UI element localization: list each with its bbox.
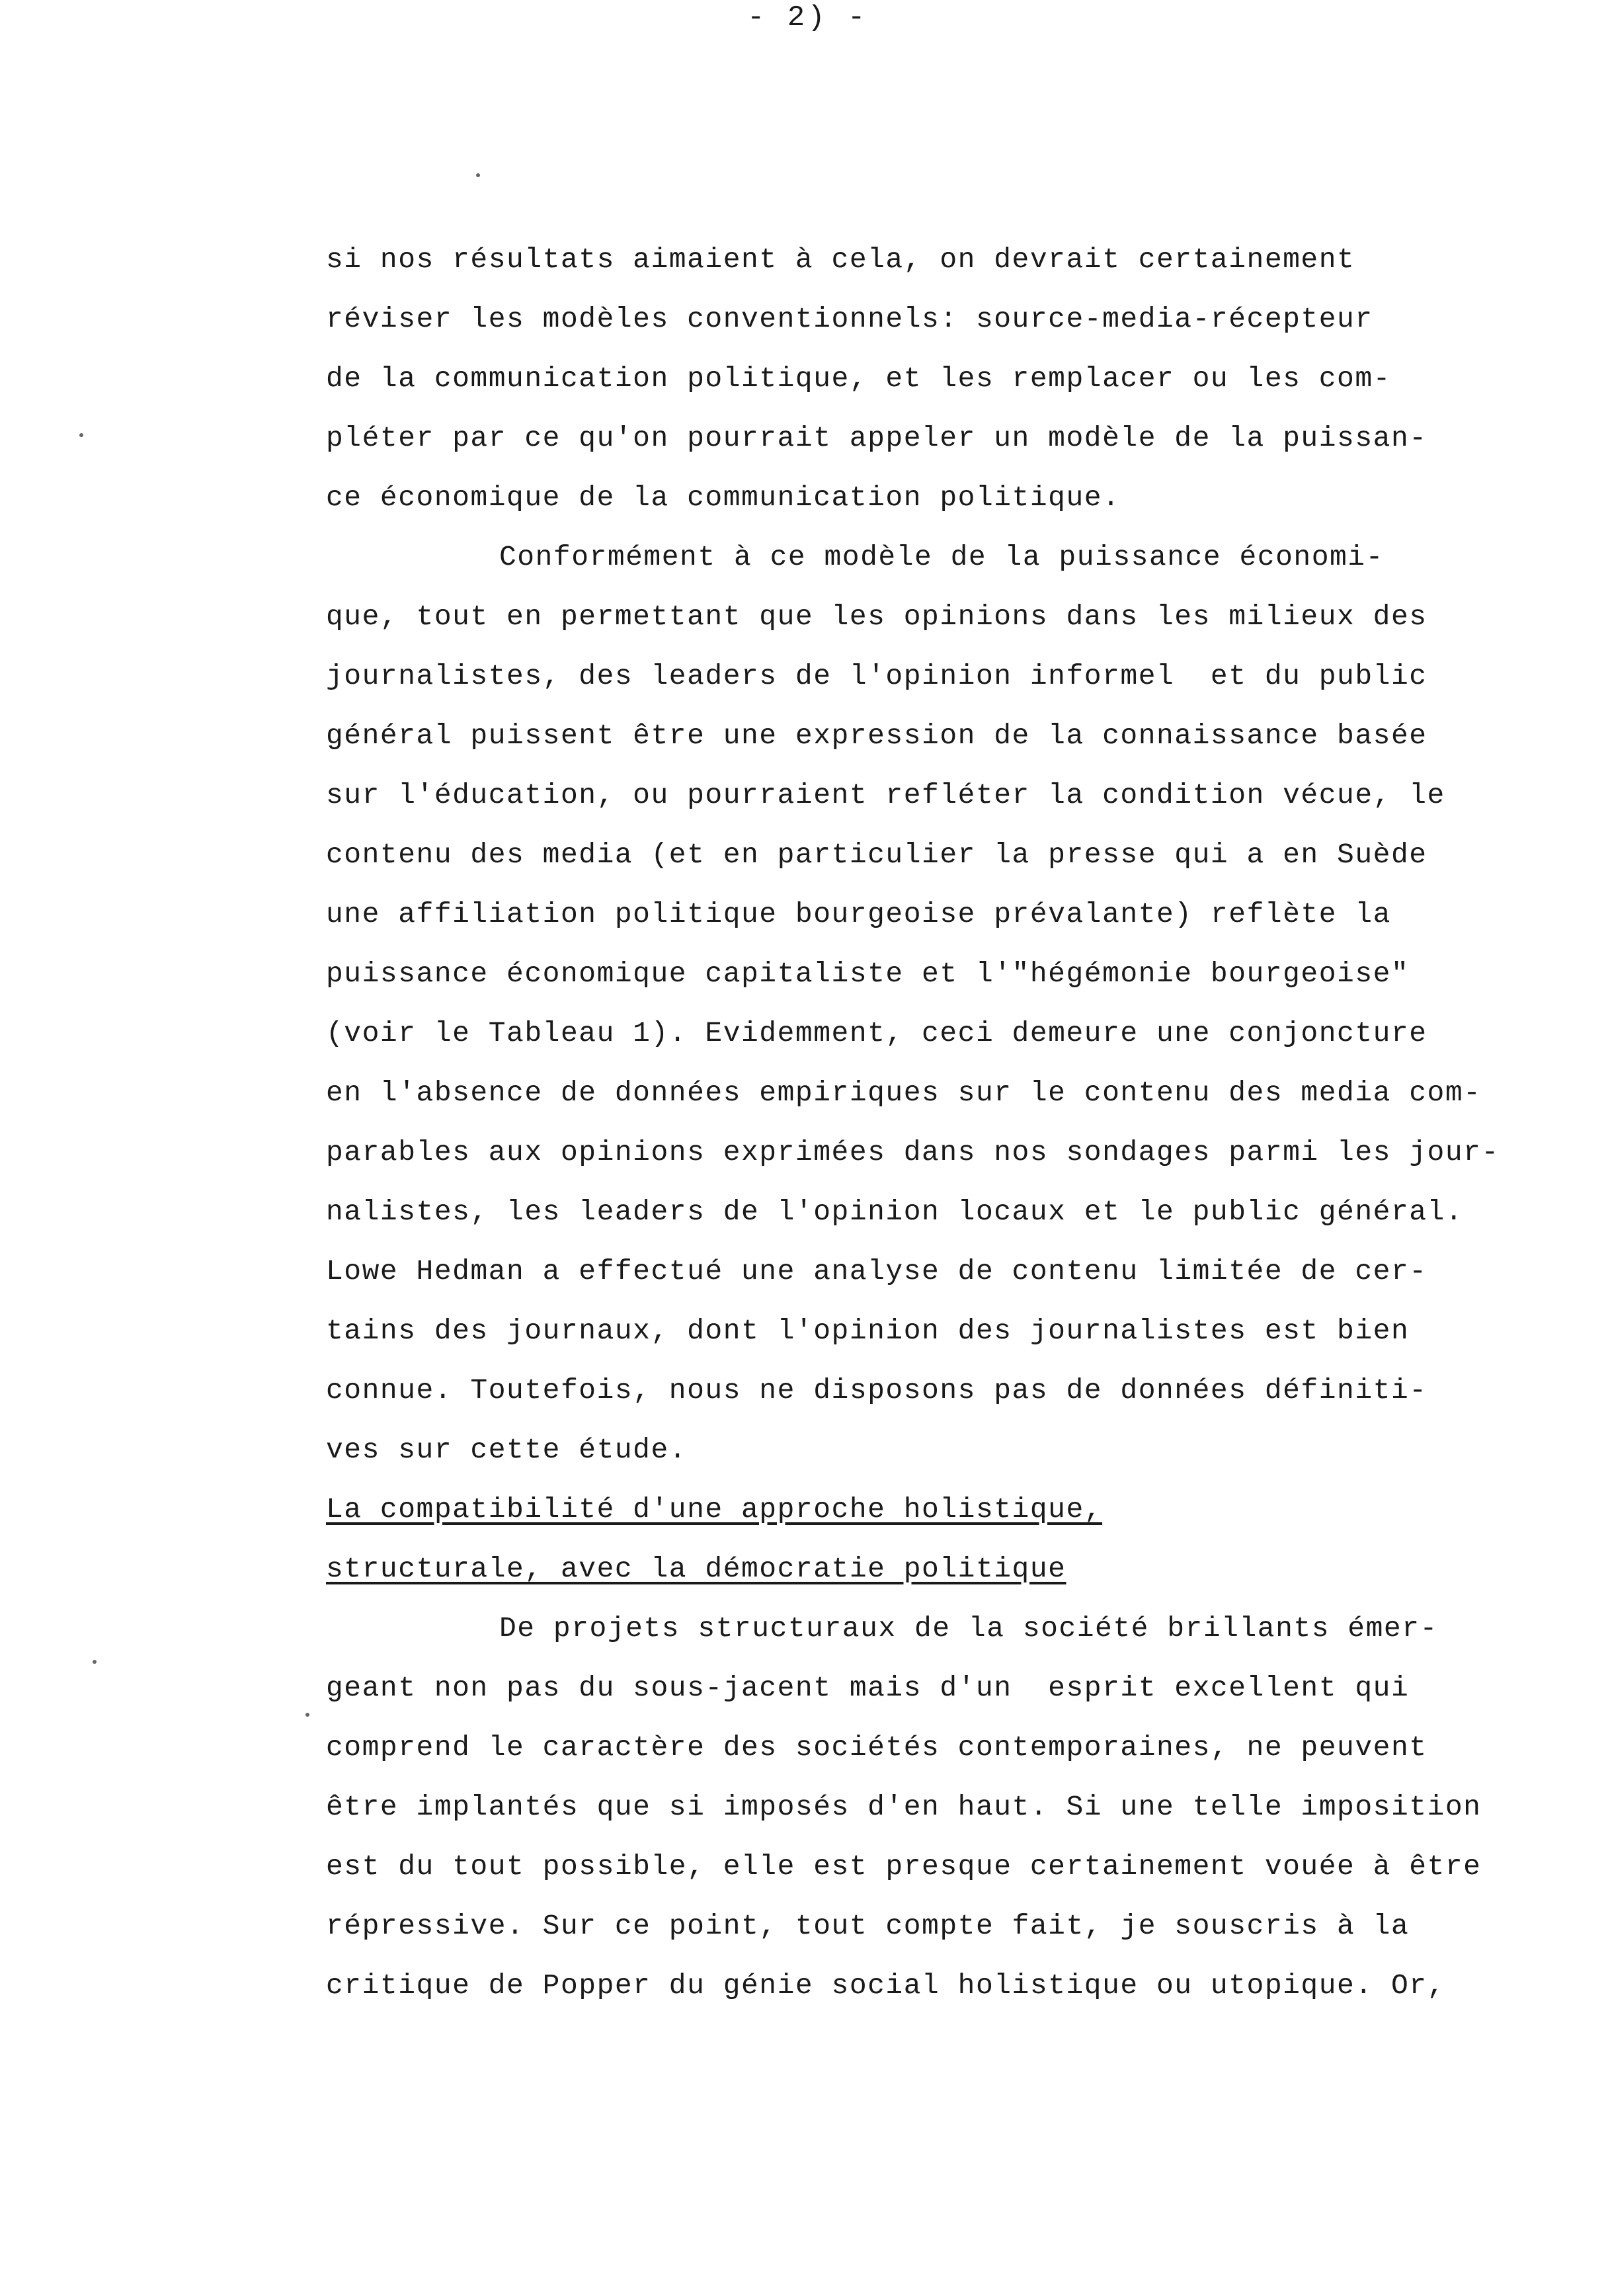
paragraph-3 [326, 1599, 1490, 2016]
text-line: journalistes, des leaders de l'opinion informel et du public [326, 660, 1427, 692]
page-number: - 2) - [747, 1, 868, 34]
text-line: répressive. Sur ce point, tout compte fait, je souscris à la [326, 1910, 1410, 1942]
heading-line: La compatibilité d'une approche holistique, [326, 1493, 1103, 1526]
margin-speck [79, 433, 83, 437]
text-line: pléter par ce qu'on pourrait appeler un modèle de la puissan- [326, 422, 1427, 454]
paragraph-2 [326, 528, 1500, 1480]
text-line: Conformément à ce modèle de la puissance économi- [499, 541, 1384, 573]
section-heading [326, 1480, 1490, 1599]
text-line: ves sur cette étude. [326, 1434, 688, 1466]
document-body [326, 230, 1500, 2016]
margin-speck [476, 173, 480, 177]
text-line: de la communication politique, et les remplacer ou les com- [326, 362, 1391, 395]
text-line: puissance économique capitaliste et l'"hégémonie bourgeoise" [326, 958, 1410, 990]
text-line: tains des journaux, dont l'opinion des journalistes est bien [326, 1315, 1410, 1347]
heading-line: structurale, avec la démocratie politique [326, 1553, 1066, 1585]
text-line: geant non pas du sous-jacent mais d'un esprit excellent qui [326, 1672, 1410, 1704]
text-line: une affiliation politique bourgeoise prévalante) reflète la [326, 898, 1391, 930]
text-line: Lowe Hedman a effectué une analyse de contenu limitée de cer- [326, 1255, 1427, 1288]
text-line: critique de Popper du génie social holistique ou utopique. Or, [326, 1969, 1445, 2002]
text-line: en l'absence de données empiriques sur le contenu des media com- [326, 1077, 1482, 1109]
paragraph-1 [326, 230, 1490, 528]
text-line: est du tout possible, elle est presque certainement vouée à être [326, 1850, 1482, 1883]
margin-speck [93, 1660, 97, 1664]
text-line: sur l'éducation, ou pourraient refléter la condition vécue, le [326, 779, 1445, 811]
text-line: nalistes, les leaders de l'opinion locaux et le public général. [326, 1196, 1464, 1228]
text-line: (voir le Tableau 1). Evidemment, ceci demeure une conjoncture [326, 1017, 1427, 1049]
text-line: De projets structuraux de la société brillants émer- [499, 1612, 1438, 1645]
margin-speck [305, 1713, 309, 1717]
text-line: général puissent être une expression de la connaissance basée [326, 719, 1427, 752]
text-line: parables aux opinions exprimées dans nos sondages parmi les jour- [326, 1136, 1500, 1168]
text-line: ce économique de la communication politique. [326, 481, 1121, 514]
text-line: que, tout en permettant que les opinions dans les milieux des [326, 600, 1427, 633]
text-line: si nos résultats aimaient à cela, on devrait certainement [326, 243, 1355, 276]
text-line: réviser les modèles conventionnels: source-media-récepteur [326, 303, 1373, 335]
text-line: comprend le caractère des sociétés contemporaines, ne peuvent [326, 1731, 1427, 1764]
text-line: contenu des media (et en particulier la presse qui a en Suède [326, 839, 1427, 871]
text-line: être implantés que si imposés d'en haut. Si une telle imposition [326, 1791, 1482, 1823]
text-line: connue. Toutefois, nous ne disposons pas de données définiti- [326, 1374, 1427, 1407]
